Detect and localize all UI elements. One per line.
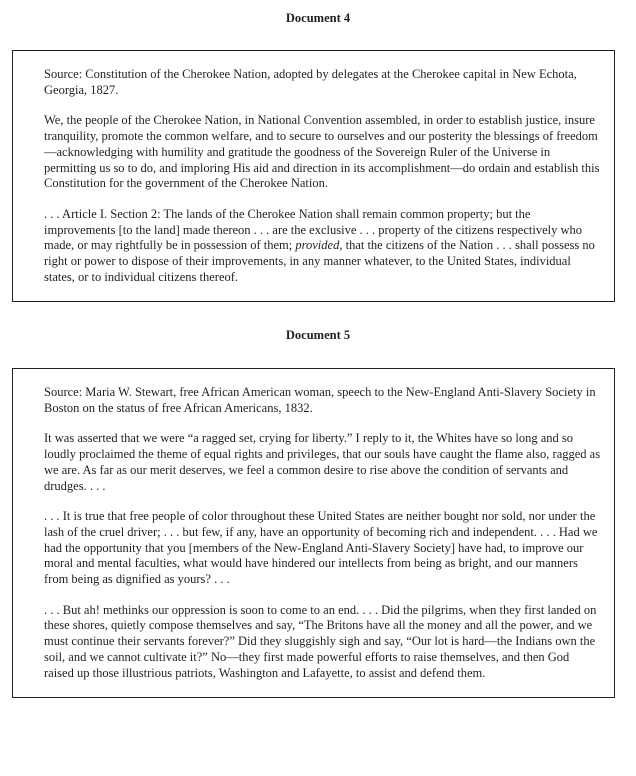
document-5-box — [12, 368, 615, 698]
document-4-paragraph-2 — [44, 207, 602, 286]
document-5-title: Document 5 — [285, 328, 351, 342]
document-4-paragraph-1: We, the people of the Cherokee Nation, in National Convention assembled, in order to establish justice, insure tranquility, promote the common welfare, and to secure to ourselves and our posterity the blessings of freedom—acknowledging with humility and gratitude the goodness of the Sovereign Ruler of the Universe in permitting us so to do, and imploring His aid and direction in its accomplishment—do ordain and establish this Constitution for the government of the Cherokee Nation. — [44, 113, 600, 191]
document-5-paragraph-3: . . . But ah! methinks our oppression is soon to come to an end. . . . Did the pilgrims, when they first landed on these shores, quietly compose themselves and say, “The Britons have all the money and all the power, and we must continue their servants forever?” Did they sluggishly sigh and say, “Our lot is hard—the Indians own the soil, and we cannot cultivate it?” No—they first made powerful efforts to raise themselves, and then God raised up those illustrious patriots, Washington and Lafayette, to assist and defend them. — [44, 602, 597, 680]
document-4-paragraph-2-start: . . . Article I. Section 2: The lands of the Cherokee Nation shall remain common property; but the improvements [to the land] made thereon . . . are the exclusive . . . property of the citizens respectively who made, or may rightfully be in possession of them; — [44, 206, 583, 253]
document-4-box — [12, 50, 615, 302]
document-5-paragraph-2: . . . It is true that free people of color throughout these United States are neither bought nor sold, nor under the lash of the cruel driver; . . . but few, if any, have an opportunity of becoming rich and independent. . . . Had we had the opportunity that you [members of the New-England Anti-Slavery Society] have had, to improve our moral and mental faculties, what would have hindered our intellects from being as bright, and our manners from being as dignified as yours? . . . — [44, 509, 598, 587]
document-4-title: Document 4 — [285, 11, 351, 25]
document-4-source: Source: Constitution of the Cherokee Nation, adopted by delegates at the Cherokee capital in New Echota, Georgia, 1827. — [44, 67, 577, 97]
document-5-source: Source: Maria W. Stewart, free African American woman, speech to the New-England Anti-Slavery Society in Boston on the status of free African Americans, 1832. — [44, 385, 596, 415]
provided-emphasis: provided — [295, 238, 340, 253]
document-5-paragraph-1: It was asserted that we were “a ragged set, crying for liberty.” I reply to it, the Whites have so long and so loudly proclaimed the theme of equal rights and privileges, that our souls have caught the flame also, ragged as we are. As far as our merit deserves, we feel a common desire to rise above the condition of servants and drudges. . . . — [44, 431, 601, 493]
document-4-paragraph-2-end: , that the citizens of the Nation . . . shall possess no right or power to dispose of their improvements, in any manner whatever, to the United States, individual states, or to individual citizens thereof. — [44, 238, 595, 284]
